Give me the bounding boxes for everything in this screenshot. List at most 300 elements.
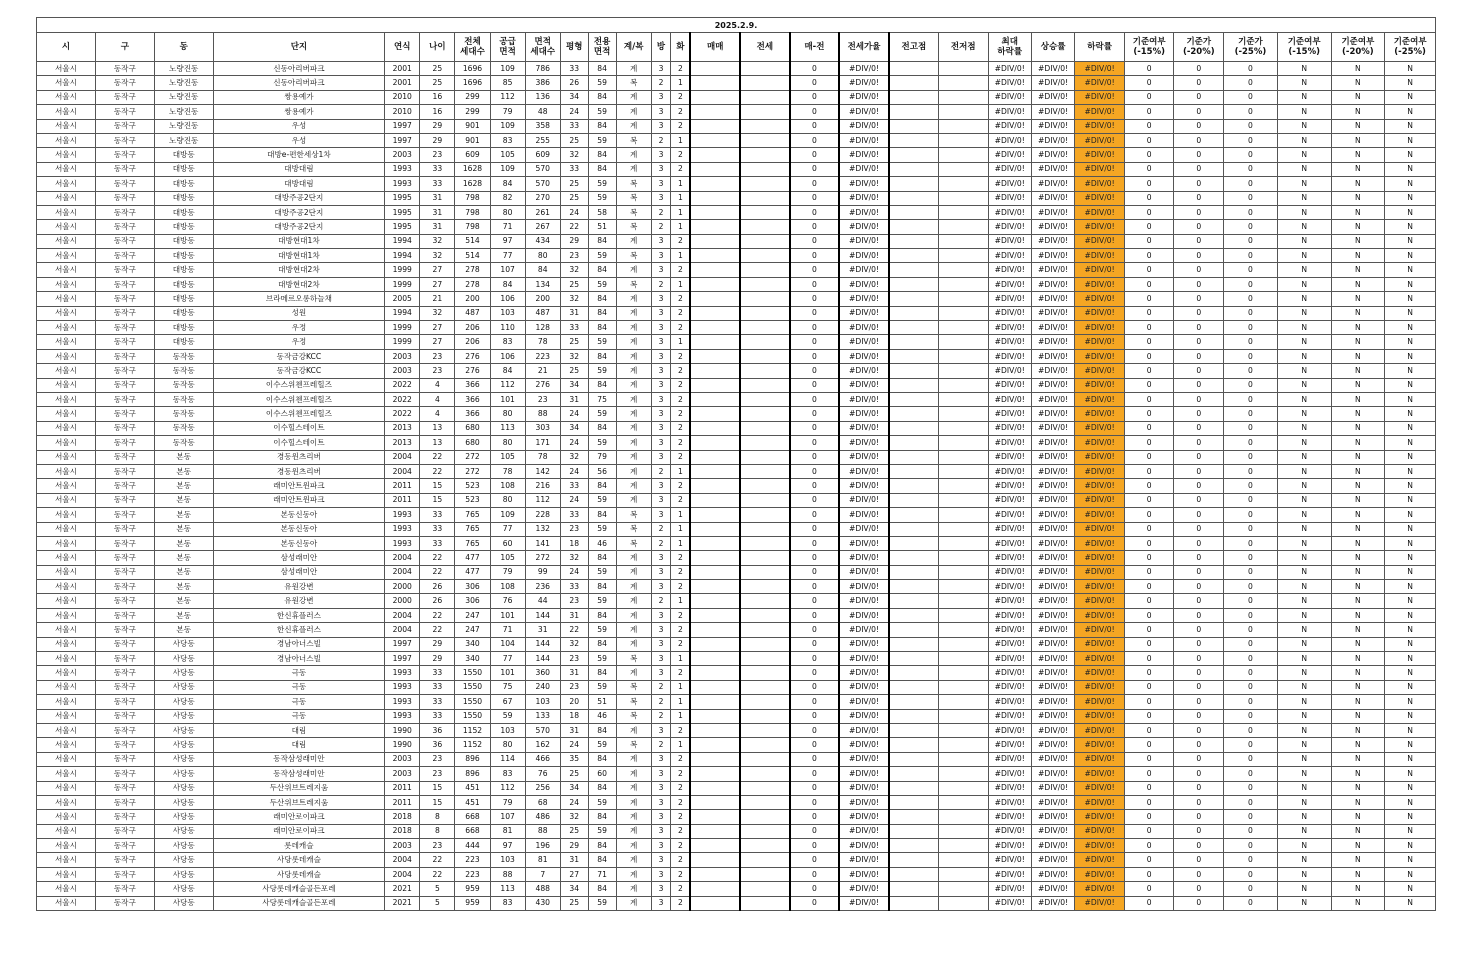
table-cell[interactable]: 사당동 (154, 709, 213, 723)
table-cell[interactable]: 사당동 (154, 781, 213, 795)
table-cell[interactable] (938, 292, 988, 306)
table-cell[interactable] (889, 119, 939, 133)
table-cell[interactable]: N (1331, 522, 1385, 536)
table-cell[interactable]: 1 (671, 191, 691, 205)
table-cell[interactable]: 0 (790, 723, 840, 737)
table-cell[interactable]: 278 (455, 263, 490, 277)
table-cell[interactable]: 0 (790, 62, 840, 76)
table-cell[interactable]: N (1385, 508, 1436, 522)
table-cell[interactable]: 0 (1124, 882, 1174, 896)
table-cell[interactable]: 1994 (385, 306, 420, 320)
column-header[interactable]: 전체 세대수 (455, 33, 490, 62)
table-cell[interactable]: 1 (671, 220, 691, 234)
column-header[interactable]: 단지 (213, 33, 385, 62)
table-cell[interactable] (740, 479, 790, 493)
table-cell[interactable]: 계 (616, 810, 651, 824)
table-cell[interactable]: 84 (588, 292, 616, 306)
table-cell[interactable]: 0 (1124, 119, 1174, 133)
table-cell[interactable]: N (1385, 738, 1436, 752)
table-cell[interactable] (740, 695, 790, 709)
table-cell[interactable]: 32 (560, 292, 588, 306)
table-cell[interactable]: 3 (651, 608, 671, 622)
table-cell[interactable]: 113 (490, 882, 525, 896)
table-cell[interactable]: #DIV/0! (1075, 709, 1125, 723)
table-cell[interactable]: 0 (790, 421, 840, 435)
table-cell[interactable]: #DIV/0! (1075, 695, 1125, 709)
table-cell[interactable]: #DIV/0! (1075, 321, 1125, 335)
table-cell[interactable]: 0 (790, 695, 840, 709)
table-cell[interactable]: N (1331, 249, 1385, 263)
table-cell[interactable] (889, 781, 939, 795)
table-cell[interactable]: 계 (616, 580, 651, 594)
table-cell[interactable]: #DIV/0! (839, 839, 889, 853)
table-cell[interactable]: 23 (420, 148, 455, 162)
table-cell[interactable]: N (1331, 853, 1385, 867)
table-cell[interactable]: 계 (616, 464, 651, 478)
table-cell[interactable]: 0 (1224, 839, 1278, 853)
table-cell[interactable]: #DIV/0! (839, 321, 889, 335)
table-cell[interactable]: 사당동 (154, 723, 213, 737)
table-cell[interactable]: 2004 (385, 450, 420, 464)
table-cell[interactable]: 대방대림 (213, 162, 385, 176)
table-cell[interactable]: N (1385, 565, 1436, 579)
table-cell[interactable] (690, 594, 740, 608)
table-cell[interactable]: 0 (1174, 608, 1224, 622)
table-cell[interactable]: 128 (525, 321, 560, 335)
table-cell[interactable]: 1999 (385, 321, 420, 335)
table-cell[interactable] (889, 464, 939, 478)
table-cell[interactable]: #DIV/0! (1031, 378, 1074, 392)
table-cell[interactable] (938, 810, 988, 824)
table-cell[interactable]: 2022 (385, 392, 420, 406)
table-cell[interactable]: 동작구 (95, 162, 154, 176)
table-cell[interactable] (690, 450, 740, 464)
table-cell[interactable]: N (1331, 392, 1385, 406)
table-cell[interactable]: #DIV/0! (839, 479, 889, 493)
table-cell[interactable] (740, 378, 790, 392)
table-cell[interactable]: N (1385, 723, 1436, 737)
table-cell[interactable]: 1 (671, 464, 691, 478)
table-cell[interactable] (889, 205, 939, 219)
table-cell[interactable]: 23 (420, 752, 455, 766)
table-cell[interactable] (690, 349, 740, 363)
table-cell[interactable]: 0 (1174, 867, 1224, 881)
table-cell[interactable]: N (1277, 896, 1331, 910)
table-cell[interactable]: 서울시 (37, 810, 96, 824)
table-cell[interactable]: 488 (525, 882, 560, 896)
table-cell[interactable] (690, 421, 740, 435)
table-cell[interactable]: 24 (560, 105, 588, 119)
table-cell[interactable]: 대방현대1차 (213, 234, 385, 248)
table-cell[interactable]: 2 (671, 148, 691, 162)
table-cell[interactable]: 3 (651, 896, 671, 910)
table-cell[interactable]: #DIV/0! (1075, 119, 1125, 133)
table-cell[interactable]: 80 (490, 205, 525, 219)
table-cell[interactable]: 동작구 (95, 62, 154, 76)
table-cell[interactable]: 84 (588, 608, 616, 622)
table-cell[interactable]: #DIV/0! (839, 234, 889, 248)
table-cell[interactable]: 2 (651, 536, 671, 550)
table-cell[interactable]: 76 (490, 594, 525, 608)
table-cell[interactable]: 서울시 (37, 292, 96, 306)
table-cell[interactable] (690, 867, 740, 881)
table-cell[interactable]: 765 (455, 522, 490, 536)
table-cell[interactable]: 2 (651, 522, 671, 536)
table-cell[interactable] (690, 738, 740, 752)
table-cell[interactable]: 276 (455, 364, 490, 378)
table-cell[interactable]: 59 (588, 436, 616, 450)
table-cell[interactable]: 동작금강KCC (213, 364, 385, 378)
table-cell[interactable]: 0 (1174, 695, 1224, 709)
table-cell[interactable]: 0 (1224, 378, 1278, 392)
table-cell[interactable]: #DIV/0! (988, 580, 1031, 594)
table-cell[interactable]: N (1277, 781, 1331, 795)
table-cell[interactable]: 복 (616, 205, 651, 219)
table-cell[interactable]: N (1385, 349, 1436, 363)
table-cell[interactable]: 0 (1224, 781, 1278, 795)
table-cell[interactable]: 0 (1174, 882, 1224, 896)
table-cell[interactable]: 0 (1224, 896, 1278, 910)
table-cell[interactable]: 1 (671, 680, 691, 694)
table-cell[interactable] (889, 795, 939, 809)
table-cell[interactable]: 84 (588, 119, 616, 133)
table-cell[interactable]: 0 (1174, 594, 1224, 608)
table-cell[interactable]: 서울시 (37, 177, 96, 191)
table-cell[interactable]: 2 (651, 205, 671, 219)
table-cell[interactable] (740, 767, 790, 781)
table-cell[interactable]: 24 (560, 205, 588, 219)
table-cell[interactable] (690, 119, 740, 133)
table-cell[interactable]: 2003 (385, 839, 420, 853)
table-cell[interactable] (740, 292, 790, 306)
table-cell[interactable]: 서울시 (37, 249, 96, 263)
table-cell[interactable]: N (1277, 608, 1331, 622)
table-cell[interactable]: N (1331, 580, 1385, 594)
table-cell[interactable]: 래미안로이파크 (213, 810, 385, 824)
table-cell[interactable]: N (1331, 90, 1385, 104)
table-cell[interactable]: #DIV/0! (1031, 306, 1074, 320)
table-cell[interactable]: 51 (588, 695, 616, 709)
table-cell[interactable]: #DIV/0! (1075, 666, 1125, 680)
table-cell[interactable]: #DIV/0! (839, 810, 889, 824)
table-cell[interactable]: 58 (588, 205, 616, 219)
table-cell[interactable] (740, 580, 790, 594)
table-cell[interactable]: 서울시 (37, 594, 96, 608)
table-cell[interactable]: 대방주공2단지 (213, 205, 385, 219)
column-header[interactable]: 동 (154, 33, 213, 62)
table-cell[interactable]: 3 (651, 723, 671, 737)
table-cell[interactable]: 2 (671, 450, 691, 464)
table-cell[interactable]: N (1331, 839, 1385, 853)
table-cell[interactable] (740, 249, 790, 263)
column-header[interactable]: 화 (671, 33, 691, 62)
table-cell[interactable]: 2 (671, 479, 691, 493)
table-cell[interactable]: 0 (790, 349, 840, 363)
table-cell[interactable] (740, 76, 790, 90)
table-cell[interactable]: 동작구 (95, 119, 154, 133)
table-cell[interactable]: 680 (455, 421, 490, 435)
table-cell[interactable] (740, 637, 790, 651)
table-cell[interactable]: 사당롯데캐슬골든포레 (213, 896, 385, 910)
table-cell[interactable] (938, 839, 988, 853)
table-cell[interactable]: 동작금강KCC (213, 349, 385, 363)
table-cell[interactable]: 0 (1174, 767, 1224, 781)
table-cell[interactable]: N (1385, 205, 1436, 219)
table-cell[interactable]: 동작구 (95, 464, 154, 478)
table-cell[interactable]: 계 (616, 882, 651, 896)
table-cell[interactable]: #DIV/0! (1075, 407, 1125, 421)
table-cell[interactable]: 144 (525, 652, 560, 666)
table-cell[interactable]: N (1277, 723, 1331, 737)
table-cell[interactable]: N (1385, 623, 1436, 637)
table-cell[interactable]: 31 (525, 623, 560, 637)
table-cell[interactable]: 대방동 (154, 205, 213, 219)
table-cell[interactable]: #DIV/0! (988, 436, 1031, 450)
table-cell[interactable]: 75 (490, 680, 525, 694)
table-cell[interactable]: 84 (588, 162, 616, 176)
table-cell[interactable]: 18 (560, 709, 588, 723)
table-cell[interactable]: N (1385, 378, 1436, 392)
table-cell[interactable]: 84 (588, 580, 616, 594)
table-cell[interactable]: 서울시 (37, 695, 96, 709)
table-cell[interactable]: 0 (1174, 752, 1224, 766)
table-cell[interactable]: 2001 (385, 76, 420, 90)
table-cell[interactable]: 3 (651, 335, 671, 349)
table-cell[interactable]: 3 (651, 839, 671, 853)
table-cell[interactable]: 33 (420, 680, 455, 694)
table-cell[interactable]: 0 (790, 277, 840, 291)
table-cell[interactable]: 59 (588, 623, 616, 637)
table-cell[interactable]: 0 (1224, 392, 1278, 406)
table-cell[interactable]: 동작동 (154, 392, 213, 406)
table-cell[interactable] (889, 839, 939, 853)
table-cell[interactable]: 서울시 (37, 867, 96, 881)
table-cell[interactable]: 0 (790, 436, 840, 450)
table-cell[interactable]: 0 (1124, 364, 1174, 378)
table-cell[interactable]: N (1331, 810, 1385, 824)
column-header[interactable]: 전저점 (938, 33, 988, 62)
table-cell[interactable]: 본동신동아 (213, 522, 385, 536)
table-cell[interactable]: 223 (525, 349, 560, 363)
table-cell[interactable]: #DIV/0! (1075, 392, 1125, 406)
table-cell[interactable]: 2 (671, 407, 691, 421)
table-cell[interactable]: N (1331, 364, 1385, 378)
table-cell[interactable]: 3 (651, 767, 671, 781)
table-cell[interactable]: 29 (420, 637, 455, 651)
table-cell[interactable]: 1 (671, 205, 691, 219)
table-cell[interactable]: N (1277, 853, 1331, 867)
table-cell[interactable]: 386 (525, 76, 560, 90)
table-cell[interactable]: 두산위브트레지움 (213, 781, 385, 795)
table-cell[interactable]: N (1331, 795, 1385, 809)
table-cell[interactable] (889, 378, 939, 392)
table-cell[interactable]: 2 (671, 551, 691, 565)
table-cell[interactable]: N (1331, 781, 1385, 795)
table-cell[interactable]: 0 (1224, 263, 1278, 277)
table-cell[interactable]: 101 (490, 392, 525, 406)
table-cell[interactable]: 2004 (385, 608, 420, 622)
table-cell[interactable]: 2 (671, 781, 691, 795)
table-cell[interactable]: 2003 (385, 767, 420, 781)
table-cell[interactable]: 0 (790, 133, 840, 147)
table-cell[interactable]: 0 (1174, 321, 1224, 335)
table-cell[interactable]: 이수스위첸프레힐즈 (213, 407, 385, 421)
table-cell[interactable]: 0 (1124, 680, 1174, 694)
table-cell[interactable]: #DIV/0! (1075, 493, 1125, 507)
table-cell[interactable] (889, 392, 939, 406)
table-cell[interactable]: 765 (455, 508, 490, 522)
table-cell[interactable] (889, 105, 939, 119)
table-cell[interactable]: 0 (1124, 292, 1174, 306)
table-cell[interactable]: 2 (671, 723, 691, 737)
table-cell[interactable]: 0 (1224, 292, 1278, 306)
table-cell[interactable]: 33 (560, 119, 588, 133)
table-cell[interactable]: 1993 (385, 177, 420, 191)
table-cell[interactable]: 97 (490, 234, 525, 248)
table-cell[interactable]: 59 (588, 565, 616, 579)
table-cell[interactable]: 1 (671, 277, 691, 291)
table-cell[interactable]: 0 (1124, 133, 1174, 147)
table-cell[interactable]: 0 (1224, 191, 1278, 205)
table-cell[interactable]: 대방주공2단지 (213, 220, 385, 234)
table-cell[interactable] (690, 551, 740, 565)
table-cell[interactable]: 0 (1174, 378, 1224, 392)
table-cell[interactable]: #DIV/0! (988, 464, 1031, 478)
table-cell[interactable]: 200 (525, 292, 560, 306)
table-cell[interactable]: 우정 (213, 321, 385, 335)
table-cell[interactable]: 1993 (385, 162, 420, 176)
table-cell[interactable] (938, 479, 988, 493)
column-header[interactable]: 기준여부 (-25%) (1385, 33, 1436, 62)
table-cell[interactable]: 계 (616, 292, 651, 306)
table-cell[interactable]: 24 (560, 493, 588, 507)
table-cell[interactable]: #DIV/0! (988, 738, 1031, 752)
table-cell[interactable]: 2 (671, 349, 691, 363)
table-cell[interactable]: #DIV/0! (839, 882, 889, 896)
table-cell[interactable]: 1997 (385, 133, 420, 147)
table-cell[interactable]: 본동 (154, 536, 213, 550)
table-cell[interactable]: 1 (671, 695, 691, 709)
table-cell[interactable]: 동작구 (95, 421, 154, 435)
table-cell[interactable]: 88 (525, 407, 560, 421)
table-cell[interactable]: #DIV/0! (1031, 220, 1074, 234)
table-cell[interactable]: #DIV/0! (839, 723, 889, 737)
table-cell[interactable]: #DIV/0! (988, 652, 1031, 666)
table-cell[interactable]: #DIV/0! (839, 853, 889, 867)
table-cell[interactable]: N (1385, 321, 1436, 335)
table-cell[interactable]: 2 (651, 680, 671, 694)
table-cell[interactable]: 서울시 (37, 62, 96, 76)
table-cell[interactable]: 계 (616, 767, 651, 781)
table-cell[interactable]: 80 (490, 738, 525, 752)
table-cell[interactable]: N (1385, 695, 1436, 709)
table-cell[interactable]: 대방동 (154, 335, 213, 349)
table-cell[interactable]: 0 (1124, 277, 1174, 291)
table-cell[interactable]: 84 (588, 148, 616, 162)
table-cell[interactable] (889, 767, 939, 781)
table-cell[interactable]: #DIV/0! (1031, 205, 1074, 219)
table-cell[interactable]: #DIV/0! (1031, 76, 1074, 90)
table-cell[interactable]: N (1277, 162, 1331, 176)
table-cell[interactable] (938, 824, 988, 838)
table-cell[interactable] (740, 148, 790, 162)
table-cell[interactable]: N (1277, 464, 1331, 478)
table-cell[interactable]: #DIV/0! (1075, 148, 1125, 162)
table-cell[interactable]: 97 (490, 839, 525, 853)
table-cell[interactable]: 78 (490, 464, 525, 478)
table-cell[interactable] (938, 853, 988, 867)
table-cell[interactable]: #DIV/0! (1075, 105, 1125, 119)
table-cell[interactable]: 3 (651, 421, 671, 435)
table-cell[interactable]: 사당동 (154, 839, 213, 853)
table-cell[interactable]: 25 (560, 177, 588, 191)
table-cell[interactable]: 0 (1124, 709, 1174, 723)
table-cell[interactable]: N (1277, 666, 1331, 680)
table-cell[interactable]: #DIV/0! (839, 220, 889, 234)
table-cell[interactable] (740, 105, 790, 119)
table-cell[interactable]: 계 (616, 853, 651, 867)
table-cell[interactable]: 0 (1174, 249, 1224, 263)
table-cell[interactable]: #DIV/0! (1031, 652, 1074, 666)
table-cell[interactable]: 대방동 (154, 249, 213, 263)
table-cell[interactable]: 33 (420, 709, 455, 723)
table-cell[interactable]: 3 (651, 450, 671, 464)
table-cell[interactable]: #DIV/0! (839, 306, 889, 320)
table-cell[interactable] (889, 810, 939, 824)
table-cell[interactable]: 0 (790, 378, 840, 392)
table-cell[interactable]: #DIV/0! (1075, 263, 1125, 277)
table-cell[interactable]: 0 (1174, 666, 1224, 680)
table-cell[interactable]: N (1277, 536, 1331, 550)
table-cell[interactable]: 0 (1174, 421, 1224, 435)
table-cell[interactable]: #DIV/0! (839, 162, 889, 176)
table-cell[interactable]: 110 (490, 321, 525, 335)
table-cell[interactable]: 959 (455, 882, 490, 896)
table-cell[interactable]: 228 (525, 508, 560, 522)
table-cell[interactable]: 0 (1124, 795, 1174, 809)
table-cell[interactable]: 84 (588, 306, 616, 320)
table-cell[interactable]: 0 (790, 220, 840, 234)
table-cell[interactable] (938, 738, 988, 752)
table-cell[interactable]: #DIV/0! (1031, 162, 1074, 176)
table-cell[interactable]: #DIV/0! (1031, 407, 1074, 421)
table-cell[interactable]: N (1277, 335, 1331, 349)
table-cell[interactable]: #DIV/0! (1031, 666, 1074, 680)
table-cell[interactable]: 복 (616, 536, 651, 550)
table-cell[interactable]: N (1385, 119, 1436, 133)
table-cell[interactable]: 84 (490, 177, 525, 191)
table-cell[interactable]: 극동 (213, 709, 385, 723)
table-cell[interactable]: 27 (560, 867, 588, 881)
table-cell[interactable]: 2 (671, 853, 691, 867)
table-cell[interactable]: 303 (525, 421, 560, 435)
table-cell[interactable] (690, 105, 740, 119)
table-cell[interactable]: #DIV/0! (1031, 824, 1074, 838)
table-cell[interactable]: 0 (1124, 220, 1174, 234)
table-cell[interactable]: 2 (671, 90, 691, 104)
table-cell[interactable]: N (1331, 450, 1385, 464)
table-cell[interactable]: 0 (1124, 522, 1174, 536)
table-cell[interactable]: 59 (588, 493, 616, 507)
table-cell[interactable]: #DIV/0! (988, 277, 1031, 291)
table-cell[interactable]: 0 (1174, 277, 1224, 291)
table-cell[interactable]: 0 (1224, 695, 1278, 709)
table-cell[interactable] (938, 392, 988, 406)
table-cell[interactable]: 44 (525, 594, 560, 608)
table-cell[interactable]: 서울시 (37, 90, 96, 104)
table-cell[interactable]: 0 (790, 90, 840, 104)
table-cell[interactable]: 570 (525, 162, 560, 176)
